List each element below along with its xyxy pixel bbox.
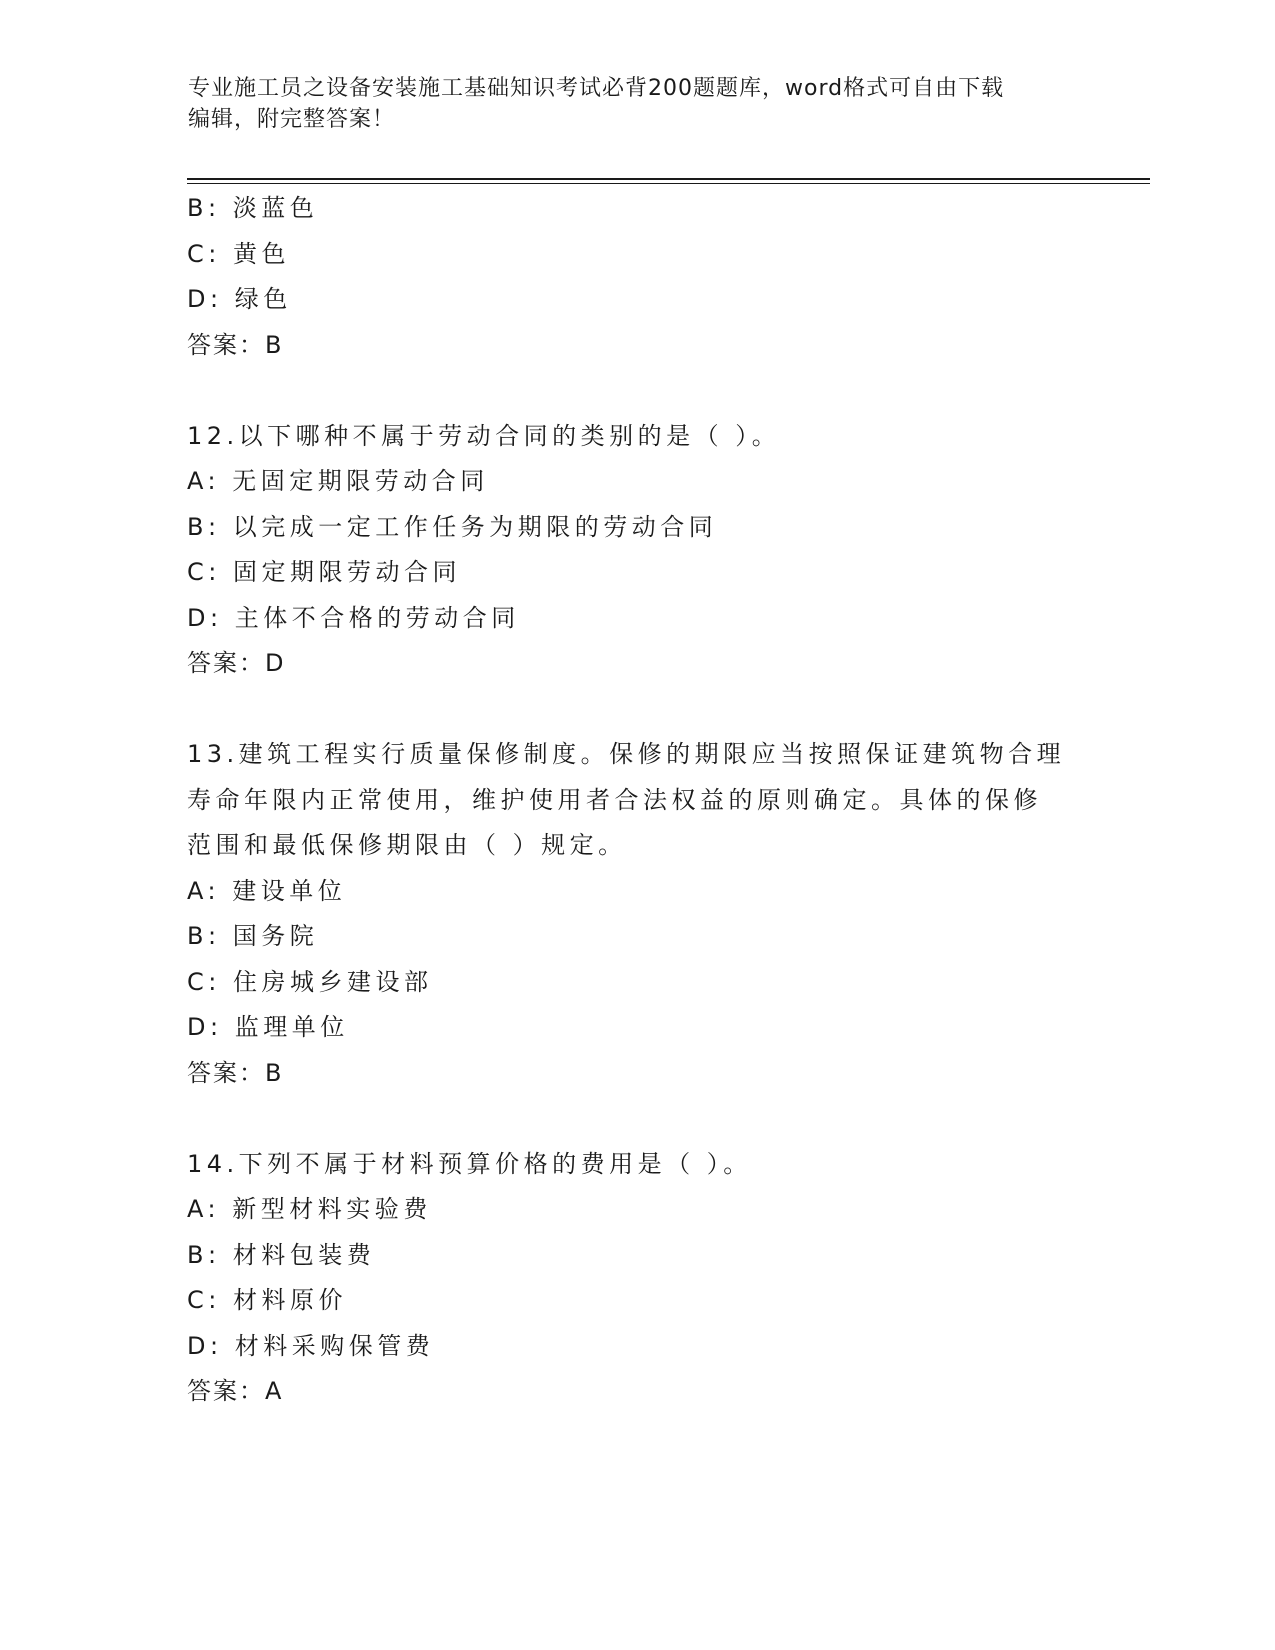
option-b [187, 505, 1087, 551]
option-text: 淡蓝色 [232, 194, 319, 222]
question-13 [187, 732, 1087, 1096]
option-c [187, 550, 1087, 596]
option-b [187, 1233, 1087, 1279]
question-list [187, 186, 1087, 1415]
option-text: 固定期限劳动合同 [232, 558, 461, 586]
question-stem: 12.以下哪种不属于劳动合同的类别的是（ ）。 [187, 421, 781, 450]
option-text: 建设单位 [232, 876, 347, 905]
option-text: 主体不合格的劳动合同 [234, 603, 520, 632]
option-d [187, 1005, 1087, 1051]
option-d [187, 1324, 1087, 1370]
option-b [187, 914, 1087, 960]
option-text: 材料采购保管费 [234, 1331, 435, 1360]
option-label: C: [187, 967, 221, 996]
option-text: 材料包装费 [232, 1240, 376, 1269]
option-label: B: [187, 194, 221, 222]
spacer [187, 1096, 1087, 1142]
option-c [187, 232, 1087, 278]
option-label: A: [187, 1195, 221, 1223]
option-label: D: [187, 1331, 223, 1360]
answer-line: 答案：D [187, 649, 286, 677]
option-label: C: [187, 1286, 221, 1314]
option-label: B: [187, 1240, 221, 1269]
document-header [188, 73, 1068, 135]
option-label: D: [187, 285, 223, 313]
question-14 [187, 1142, 1087, 1415]
option-text: 监理单位 [234, 1013, 349, 1041]
option-a [187, 869, 1087, 915]
answer-line: 答案：B [187, 330, 284, 359]
header-title-line-2: 编辑，附完整答案！ [188, 107, 396, 132]
option-text: 黄色 [232, 239, 290, 268]
option-text: 以完成一定工作任务为期限的劳动合同 [232, 512, 718, 541]
option-label: D: [187, 1013, 223, 1041]
answer-line: 答案：A [187, 1377, 284, 1405]
question-stem: 13.建筑工程实行质量保修制度。保修的期限应当按照保证建筑物合理 [187, 740, 1066, 768]
question-stem: 寿命年限内正常使用，维护使用者合法权益的原则确定。具体的保修 [187, 785, 1042, 814]
option-label: A: [187, 876, 221, 905]
answer-line: 答案：B [187, 1058, 284, 1087]
question-stem: 范围和最低保修期限由（ ）规定。 [187, 831, 627, 859]
option-label: C: [187, 558, 221, 586]
option-text: 无固定期限劳动合同 [232, 467, 489, 495]
question-12 [187, 414, 1087, 687]
option-text: 绿色 [234, 285, 292, 313]
question-stem: 14.下列不属于材料预算价格的费用是（ ）。 [187, 1149, 752, 1178]
option-c [187, 1278, 1087, 1324]
spacer [187, 687, 1087, 733]
option-label: D: [187, 603, 223, 632]
option-label: C: [187, 239, 221, 268]
header-divider-thick [187, 178, 1150, 180]
option-label: A: [187, 467, 221, 495]
question-11-continued [187, 186, 1087, 368]
option-text: 材料原价 [232, 1286, 347, 1314]
option-text: 国务院 [232, 922, 319, 950]
option-label: B: [187, 922, 221, 950]
option-d [187, 277, 1087, 323]
option-c [187, 960, 1087, 1006]
header-title-line-1: 专业施工员之设备安装施工基础知识考试必背200题题库，word格式可自由下载 [188, 76, 1005, 101]
option-text: 住房城乡建设部 [232, 967, 433, 996]
option-a [187, 1187, 1087, 1233]
option-text: 新型材料实验费 [232, 1195, 432, 1223]
option-a [187, 459, 1087, 505]
header-divider-thin [187, 183, 1150, 184]
option-d [187, 596, 1087, 642]
option-b [187, 186, 1087, 232]
spacer [187, 368, 1087, 414]
option-label: B: [187, 512, 221, 541]
